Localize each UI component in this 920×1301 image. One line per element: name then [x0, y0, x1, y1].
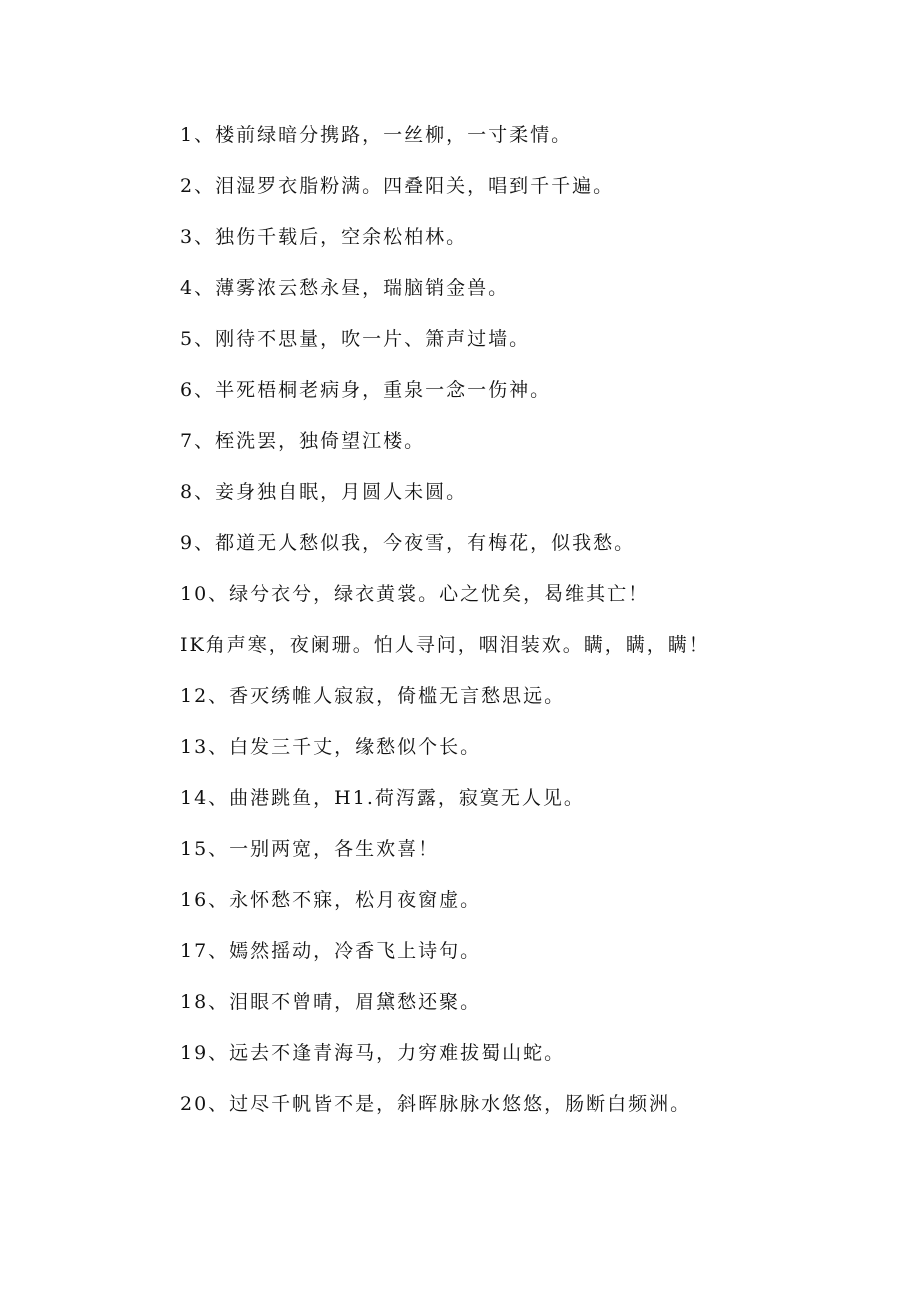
poem-line: 19、远去不逢青海马，力穷难拔蜀山蛇。 [180, 1042, 566, 1064]
poem-line: 9、都道无人愁似我，今夜雪，有梅花，似我愁。 [180, 532, 636, 554]
poem-line: 4、薄雾浓云愁永昼，瑞脑销金兽。 [180, 277, 510, 299]
poem-line: 2、泪湿罗衣脂粉满。四叠阳关，唱到千千遍。 [180, 175, 615, 197]
poem-line: 17、嫣然摇动，冷香飞上诗句。 [180, 940, 482, 962]
poem-line: 18、泪眼不曾晴，眉黛愁还聚。 [180, 991, 482, 1013]
poem-line: 8、妾身独自眠，月圆人未圆。 [180, 481, 468, 503]
poem-line: 15、一别两宽，各生欢喜！ [180, 838, 440, 860]
poem-line: 13、白发三千丈，缘愁似个长。 [180, 736, 482, 758]
poem-line: 20、过尽千帆皆不是，斜晖脉脉水悠悠，肠断白频洲。 [180, 1093, 692, 1115]
poem-line: 1、楼前绿暗分携路，一丝柳，一寸柔情。 [180, 124, 573, 146]
poem-line: 14、曲港跳鱼，H1.荷泻露，寂寞无人见。 [180, 787, 585, 809]
poem-line-list [180, 118, 880, 1138]
poem-line: IK角声寒，夜阑珊。怕人寻问，咽泪装欢。瞒，瞒，瞒！ [180, 634, 710, 656]
poem-line: 3、独伤千载后，空余松柏林。 [180, 226, 468, 248]
poem-line: 12、香灭绣帷人寂寂，倚槛无言愁思远。 [180, 685, 566, 707]
poem-line: 7、桎洗罢，独倚望江楼。 [180, 430, 426, 452]
poem-line: 10、绿兮衣兮，绿衣黄裳。心之忧矣，曷维其亡！ [180, 583, 650, 605]
poem-line: 16、永怀愁不寐，松月夜窗虚。 [180, 889, 482, 911]
poem-line: 6、半死梧桐老病身，重泉一念一伤神。 [180, 379, 552, 401]
poem-line: 5、刚待不思量，吹一片、箫声过墙。 [180, 328, 531, 350]
